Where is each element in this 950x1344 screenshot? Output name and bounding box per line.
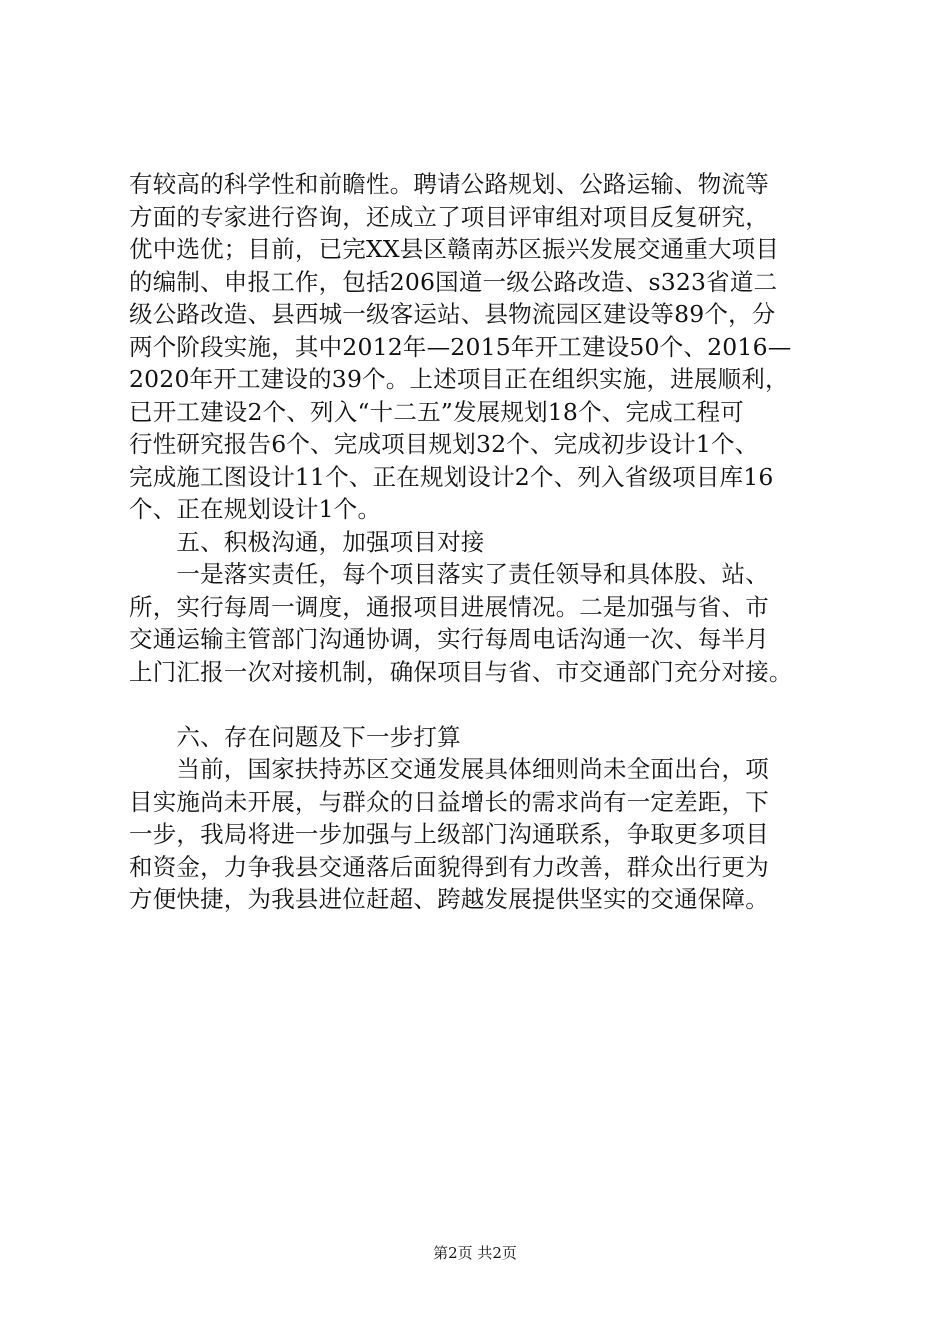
text-line-14: 所，实行每周一调度，通报项目进展情况。二是加强与省、市 [129, 592, 769, 621]
text-line-16: 上门汇报一次对接机制，确保项目与省、市交通部门充分对接。 [129, 657, 793, 686]
page-number-footer: 第2页 共2页 [433, 1244, 517, 1262]
section-heading-6: 六、存在问题及下一步打算 [129, 722, 461, 751]
text-line-9: 行性研究报告6个、完成项目规划32个、完成初步设计1个、 [129, 430, 759, 458]
text-line-20: 目实施尚未开展，与群众的日益增长的需求尚有一定差距，下 [129, 787, 769, 816]
text-line-5: 级公路改造、县西城一级客运站、县物流园区建设等89个，分 [129, 300, 776, 328]
blank-line [129, 688, 829, 721]
text-line-19: 当前，国家扶持苏区交通发展具体细则尚未全面出台，项 [129, 755, 769, 783]
text-line-8: 已开工建设2个、列入“十二五”发展规划18个、完成工程可 [129, 397, 744, 426]
text-line-21: 一步，我局将进一步加强与上级部门沟通联系，争取更多项目 [129, 820, 769, 848]
text-line-23: 方便快捷，为我县进位赶超、跨越发展提供坚实的交通保障。 [129, 885, 769, 913]
text-line-10: 完成施工图设计11个、正在规划设计2个、列入省级项目库16 [129, 462, 774, 491]
text-line-4: 的编制、申报工作，包括206国道一级公路改造、s323省道二 [129, 267, 778, 296]
text-line-13: 一是落实责任，每个项目落实了责任领导和具体股、站、 [129, 560, 769, 588]
text-line-3: 优中选优；目前，已完XX县区赣南苏区振兴发展交通重大项目 [129, 235, 780, 263]
text-line-7: 2020年开工建设的39个。上述项目正在组织实施，进展顺利， [129, 365, 789, 393]
document-body [129, 168, 829, 916]
text-line-22: 和资金，力争我县交通落后面貌得到有力改善，群众出行更为 [129, 852, 769, 881]
text-line-15: 交通运输主管部门沟通协调，实行每周电话沟通一次、每半月 [129, 625, 769, 653]
text-line-1: 有较高的科学性和前瞻性。聘请公路规划、公路运输、物流等 [129, 170, 769, 198]
text-line-11: 个、正在规划设计1个。 [129, 495, 382, 523]
text-line-6: 两个阶段实施，其中2012年—2015年开工建设50个、2016— [129, 332, 792, 361]
text-line-2: 方面的专家进行咨询，还成立了项目评审组对项目反复研究， [129, 202, 769, 231]
section-heading-5: 五、积极沟通，加强项目对接 [129, 527, 485, 556]
